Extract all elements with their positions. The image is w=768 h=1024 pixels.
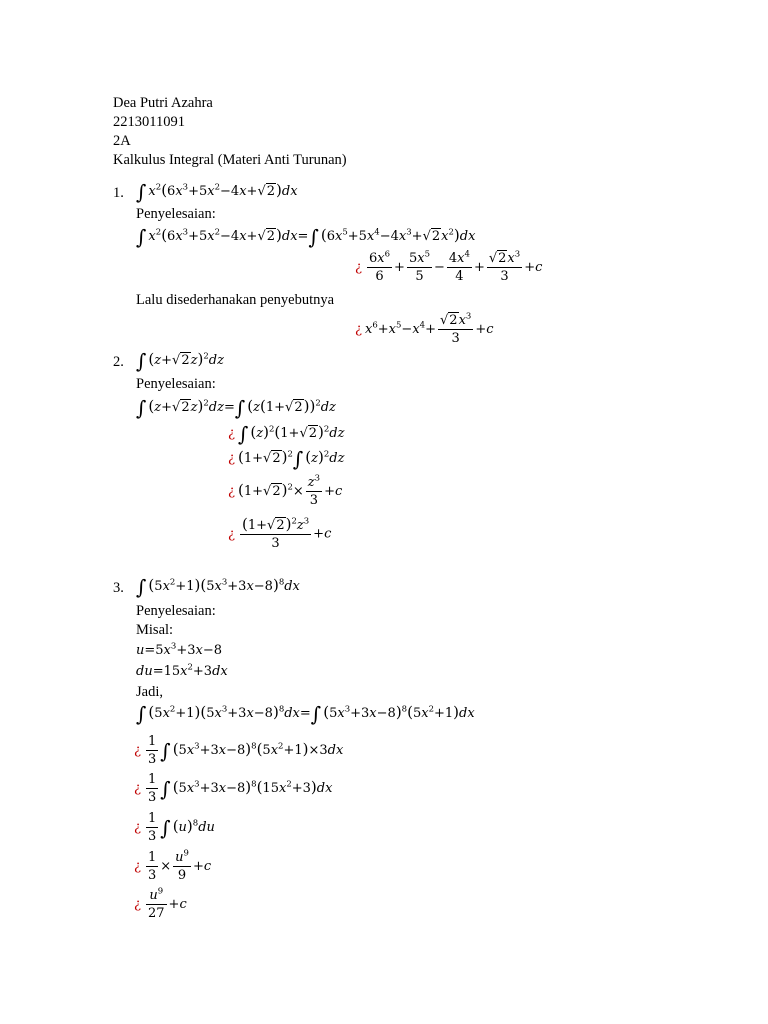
problem-2-step-1: ∫ $(z+√2z)^2dz=\int$ $(z(1+√2))^2dz$ (136, 395, 336, 420)
problem-2-question: ∫ $(z+√2z)^2dz$ (136, 348, 224, 373)
problem-1-step-2: ¿ $\frac{6x^6}{6}$ + $\frac{5x^5}{5}$ − $\frac{4x^4}{4}$ + $\frac{√2x^3}{3}$ +c (355, 249, 543, 284)
problem-2-step-5: ¿ $\frac{(1+√2)^2z^3}{3}$ +c (228, 515, 332, 551)
class-label: 2A (113, 133, 131, 149)
problem-2-step-3: ¿ $(1+√2)^2\int$ $(z)^2dz$ (228, 446, 345, 471)
problem-3-question: ∫ $(5x^2+1)(5x^3+3x-8)^8dx$ (136, 574, 300, 599)
student-name: Dea Putri Azahra (113, 95, 213, 111)
problem-3-misal-label: Misal: (136, 622, 174, 638)
student-id: 2213011091 (113, 114, 185, 130)
problem-1-solution-label: Penyelesaian: (136, 206, 216, 222)
problem-2-number: 2. (113, 354, 124, 370)
problem-1-question: ∫ $x^2(6x^3+5x^2-4x+√2)dx$ (136, 179, 298, 204)
problem-1-note: Lalu disederhanakan penyebutnya (136, 292, 335, 308)
problem-3-step-4: ¿ $\frac{1}{3}$ ∫ $(u)^8du$ (134, 811, 215, 844)
problem-3-substitution-du: $du=15x^2+3dx$ (136, 662, 228, 679)
problem-3-number: 3. (113, 580, 124, 596)
problem-3-step-1: ∫ $(5x^2+1)(5x^3+3x-8)^8dx=\int$ $(5x^3+3x-8)^8(5x^2+1)dx$ (136, 701, 475, 726)
problem-1-step-1: ∫ $x^2(6x^3+5x^2-4x+√2)dx=\int$ $(6x^5+5x^4-4x^3+√2x^2)dx$ (136, 224, 476, 249)
problem-3-solution-label: Penyelesaian: (136, 603, 216, 619)
problem-3-step-5: ¿ $\frac{1}{3}$ × $\frac{u^9}{9}$ +c (134, 848, 212, 883)
problem-1-final: ¿ $x^6+x^5-x^4+$ $\frac{√2x^3}{3}$ +c (355, 311, 494, 346)
problem-3-substitution-u: $u=5x^3+3x-8$ (136, 641, 222, 658)
problem-1-number: 1. (113, 185, 124, 201)
document-title: Kalkulus Integral (Materi Anti Turunan) (113, 152, 347, 168)
problem-3-jadi-label: Jadi, (136, 684, 163, 700)
problem-2-step-4: ¿ $(1+√2)^2\times$ $\frac{z^3}{3}$ +c (228, 473, 343, 508)
problem-3-step-2: ¿ $\frac{1}{3}$ ∫ $(5x^3+3x-8)^8(5x^2+1)\times 3dx$ (134, 734, 344, 767)
problem-3-step-6: ¿ $\frac{u^9}{27}$ +c (134, 886, 187, 921)
problem-3-step-3: ¿ $\frac{1}{3}$ ∫ $(5x^3+3x-8)^8(15x^2+3)dx$ (134, 772, 333, 805)
problem-2-solution-label: Penyelesaian: (136, 376, 216, 392)
problem-2-step-2: ¿ ∫ $(z)^2(1+√2)^2dz$ (228, 421, 345, 446)
